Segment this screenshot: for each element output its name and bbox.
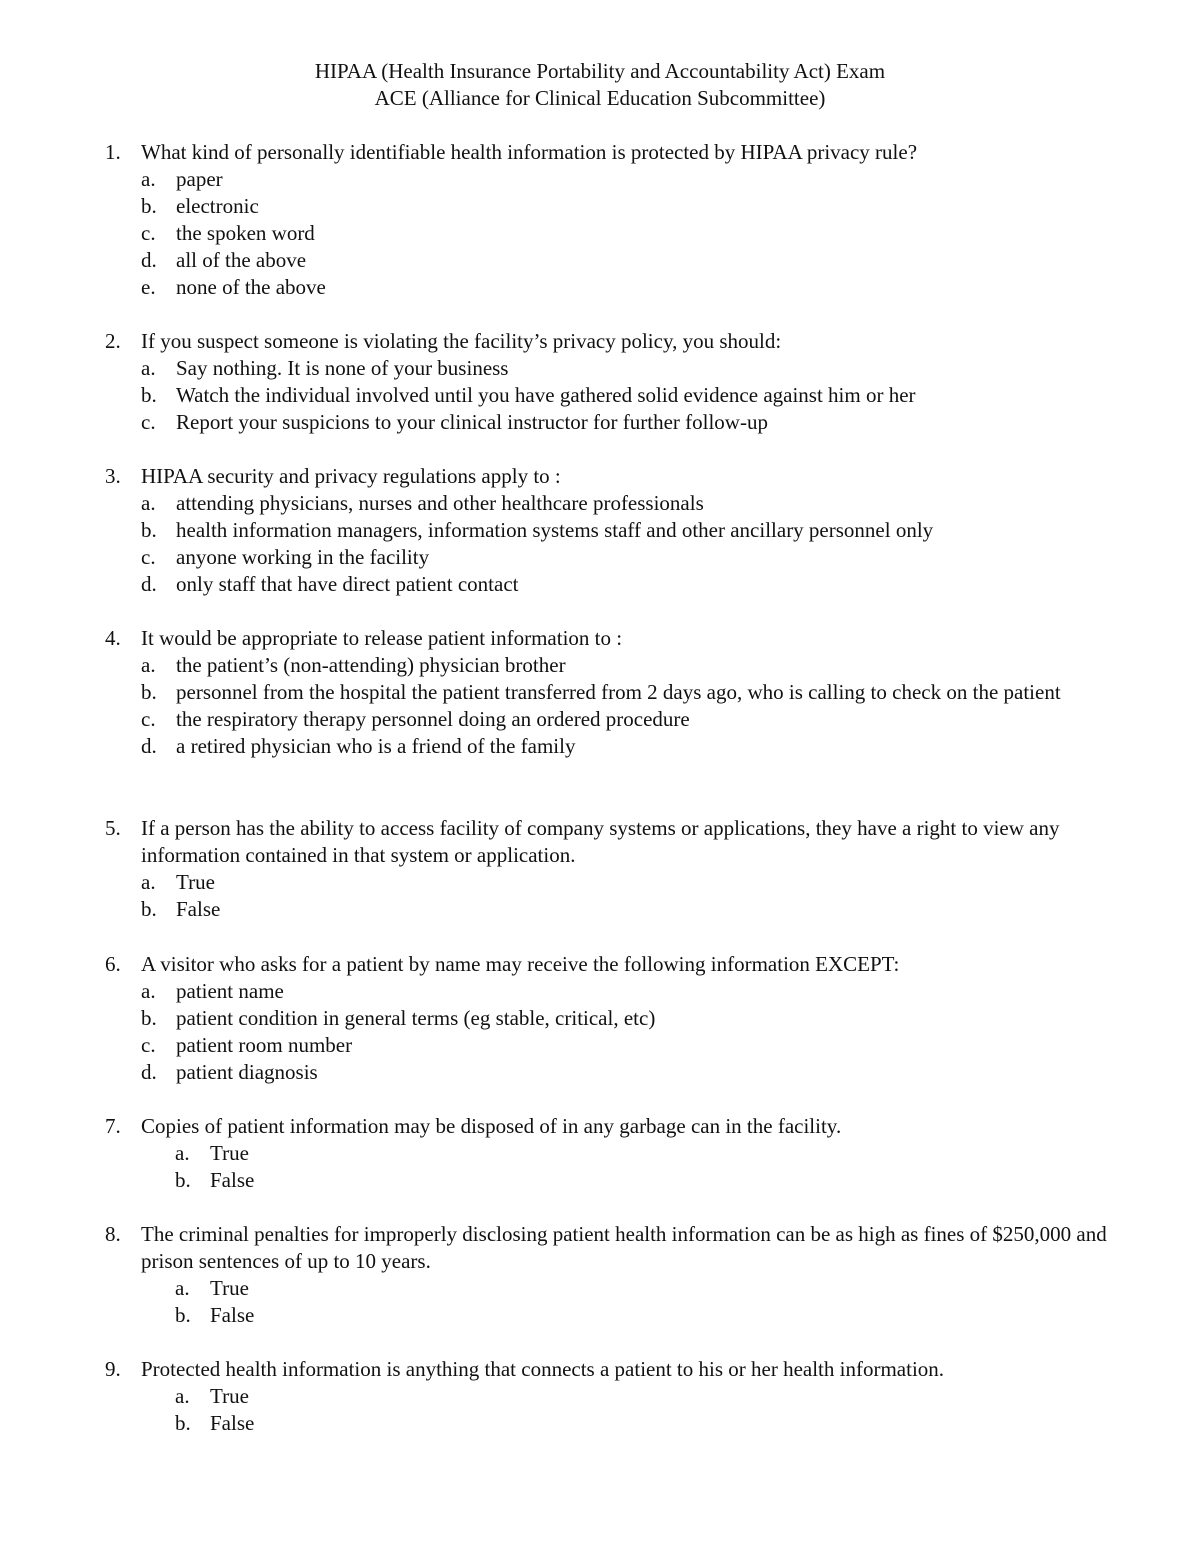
question-number: 2. xyxy=(105,329,121,353)
question-8 xyxy=(105,1221,1115,1329)
option-letter: d. xyxy=(141,572,157,596)
question-text: It would be appropriate to release patient information to : xyxy=(141,626,623,650)
option-item xyxy=(141,706,1115,733)
option-item xyxy=(141,247,1115,274)
option-letter: b. xyxy=(141,1006,157,1030)
question-1 xyxy=(105,139,1115,301)
option-letter: e. xyxy=(141,275,156,299)
option-text: only staff that have direct patient contact xyxy=(176,572,519,596)
option-item xyxy=(141,382,1115,409)
question-3 xyxy=(105,463,1115,598)
option-letter: c. xyxy=(141,1033,156,1057)
option-text: False xyxy=(176,897,221,921)
option-item xyxy=(141,409,1115,436)
question-text: If a person has the ability to access facility of company systems or applications, they have a right to view any information contained in that system or application. xyxy=(141,816,1060,867)
option-text: electronic xyxy=(176,194,259,218)
option-letter: a. xyxy=(141,356,156,380)
question-text: The criminal penalties for improperly disclosing patient health information can be as high as fines of $250,000 and prison sentences of up to 10 years. xyxy=(141,1222,1107,1273)
question-2 xyxy=(105,328,1115,436)
option-letter: c. xyxy=(141,707,156,731)
question-number: 3. xyxy=(105,464,121,488)
option-item xyxy=(175,1140,1115,1167)
option-text: True xyxy=(210,1276,249,1300)
option-item xyxy=(141,166,1115,193)
option-item xyxy=(141,490,1115,517)
option-text: Say nothing. It is none of your business xyxy=(176,356,509,380)
option-list xyxy=(141,652,1115,760)
option-letter: b. xyxy=(141,680,157,704)
option-letter: c. xyxy=(141,545,156,569)
question-number: 5. xyxy=(105,816,121,840)
option-item xyxy=(175,1167,1115,1194)
question-6 xyxy=(105,951,1115,1086)
option-letter: c. xyxy=(141,410,156,434)
option-item xyxy=(175,1302,1115,1329)
option-item xyxy=(141,355,1115,382)
option-letter: d. xyxy=(141,734,157,758)
question-text: What kind of personally identifiable health information is protected by HIPAA privacy rule? xyxy=(141,140,918,164)
option-text: patient room number xyxy=(176,1033,353,1057)
option-letter: a. xyxy=(175,1141,190,1165)
option-letter: b. xyxy=(141,194,157,218)
question-text: Copies of patient information may be disposed of in any garbage can in the facility. xyxy=(141,1114,842,1138)
exam-subtitle: ACE (Alliance for Clinical Education Subcommittee) xyxy=(374,86,826,110)
option-text: health information managers, information systems staff and other ancillary personnel only xyxy=(176,518,934,542)
option-letter: a. xyxy=(141,979,156,1003)
option-text: patient diagnosis xyxy=(176,1060,318,1084)
option-list xyxy=(141,490,1115,598)
option-text: none of the above xyxy=(176,275,326,299)
exam-header xyxy=(0,58,1200,112)
option-item xyxy=(141,220,1115,247)
option-item xyxy=(141,1005,1115,1032)
option-letter: b. xyxy=(141,383,157,407)
question-7 xyxy=(105,1113,1115,1194)
option-text: True xyxy=(210,1384,249,1408)
option-letter: d. xyxy=(141,1060,157,1084)
question-9 xyxy=(105,1356,1115,1437)
option-list xyxy=(141,978,1115,1086)
option-list xyxy=(141,166,1115,301)
option-text: paper xyxy=(176,167,223,191)
option-item xyxy=(141,274,1115,301)
option-letter: a. xyxy=(141,491,156,515)
question-5 xyxy=(105,815,1115,923)
question-4 xyxy=(105,625,1115,760)
option-text: the respiratory therapy personnel doing an ordered procedure xyxy=(176,707,690,731)
option-letter: b. xyxy=(141,518,157,542)
option-letter: a. xyxy=(175,1384,190,1408)
option-letter: b. xyxy=(141,897,157,921)
option-letter: d. xyxy=(141,248,157,272)
option-text: False xyxy=(210,1411,255,1435)
option-text: False xyxy=(210,1303,255,1327)
option-list xyxy=(175,1275,1115,1329)
question-text: If you suspect someone is violating the facility’s privacy policy, you should: xyxy=(141,329,782,353)
option-letter: a. xyxy=(175,1276,190,1300)
option-letter: b. xyxy=(175,1303,191,1327)
option-item xyxy=(175,1383,1115,1410)
option-item xyxy=(141,1059,1115,1086)
option-letter: c. xyxy=(141,221,156,245)
question-number: 8. xyxy=(105,1222,121,1246)
option-list xyxy=(141,355,1115,436)
option-item xyxy=(141,896,1115,923)
option-item xyxy=(141,733,1115,760)
option-item xyxy=(175,1275,1115,1302)
option-item xyxy=(141,978,1115,1005)
option-text: personnel from the hospital the patient transferred from 2 days ago, who is calling to check on the patient xyxy=(176,680,1061,704)
option-item xyxy=(141,1032,1115,1059)
option-text: the spoken word xyxy=(176,221,315,245)
question-number: 7. xyxy=(105,1114,121,1138)
option-text: True xyxy=(210,1141,249,1165)
option-text: patient condition in general terms (eg stable, critical, etc) xyxy=(176,1006,656,1030)
question-number: 4. xyxy=(105,626,121,650)
option-item xyxy=(141,193,1115,220)
option-text: all of the above xyxy=(176,248,307,272)
option-text: the patient’s (non-attending) physician brother xyxy=(176,653,566,677)
question-number: 9. xyxy=(105,1357,121,1381)
option-list xyxy=(175,1383,1115,1437)
option-text: patient name xyxy=(176,979,284,1003)
question-number: 1. xyxy=(105,140,121,164)
option-text: attending physicians, nurses and other healthcare professionals xyxy=(176,491,704,515)
option-item xyxy=(141,544,1115,571)
option-item xyxy=(141,517,1115,544)
option-letter: b. xyxy=(175,1168,191,1192)
question-text: Protected health information is anything that connects a patient to his or her health information. xyxy=(141,1357,945,1381)
option-text: a retired physician who is a friend of the family xyxy=(176,734,576,758)
option-text: Report your suspicions to your clinical instructor for further follow-up xyxy=(176,410,768,434)
option-item xyxy=(175,1410,1115,1437)
option-text: anyone working in the facility xyxy=(176,545,430,569)
option-letter: b. xyxy=(175,1411,191,1435)
option-text: Watch the individual involved until you have gathered solid evidence against him or her xyxy=(176,383,916,407)
option-item xyxy=(141,869,1115,896)
option-letter: a. xyxy=(141,167,156,191)
option-letter: a. xyxy=(141,870,156,894)
option-text: False xyxy=(210,1168,255,1192)
option-item xyxy=(141,652,1115,679)
question-text: A visitor who asks for a patient by name may receive the following information EXCEPT: xyxy=(141,952,900,976)
option-list xyxy=(175,1140,1115,1194)
question-number: 6. xyxy=(105,952,121,976)
option-letter: a. xyxy=(141,653,156,677)
exam-title: HIPAA (Health Insurance Portability and Accountability Act) Exam xyxy=(314,59,886,83)
option-text: True xyxy=(176,870,215,894)
option-item xyxy=(141,571,1115,598)
question-text: HIPAA security and privacy regulations apply to : xyxy=(141,464,561,488)
option-item xyxy=(141,679,1115,706)
option-list xyxy=(141,869,1115,923)
